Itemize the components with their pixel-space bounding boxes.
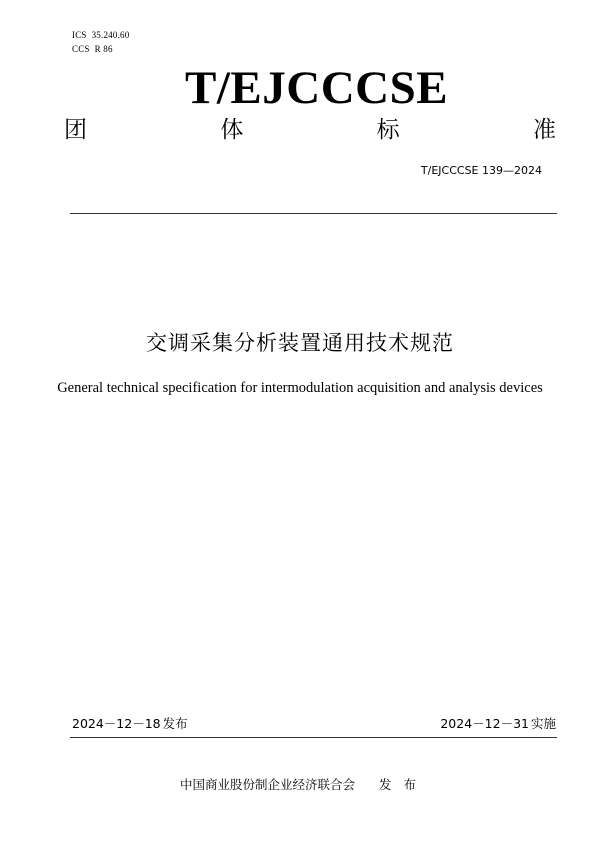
standard-number: T/EJCCCSE 139—2024 xyxy=(420,164,542,177)
standard-type-char: 体 xyxy=(220,117,244,143)
ccs-label: CCS xyxy=(72,44,90,54)
standard-type-char: 准 xyxy=(532,117,556,143)
english-title: General technical specification for intermodulation acquisition and analysis devices xyxy=(57,380,543,396)
standard-type-char: 团 xyxy=(64,117,87,143)
organization-code-title: T/EJCCCSE xyxy=(185,62,449,114)
chinese-title: 交调采集分析装置通用技术规范 xyxy=(146,331,454,355)
implementation-date xyxy=(440,716,556,732)
publisher-line xyxy=(0,777,600,793)
standard-type-char: 标 xyxy=(376,117,400,143)
implementation-date-value: 2024－12－31 xyxy=(440,716,529,731)
issue-date xyxy=(72,716,188,732)
issue-date-value: 2024－12－18 xyxy=(72,716,161,731)
publisher-name: 中国商业股份制企业经济联合会 xyxy=(180,777,356,792)
standard-type-heading xyxy=(64,115,556,145)
ics-code: 35.240.60 xyxy=(91,30,130,40)
ccs-code: R 86 xyxy=(94,44,113,54)
footer-divider xyxy=(70,737,557,738)
publish-label: 发 布 xyxy=(379,777,420,792)
issue-date-label: 发布 xyxy=(162,716,188,731)
ics-label: ICS xyxy=(72,30,87,40)
implementation-date-label: 实施 xyxy=(530,716,556,731)
ics-classification xyxy=(72,30,134,41)
ccs-classification xyxy=(72,44,118,55)
header-divider xyxy=(70,213,557,214)
